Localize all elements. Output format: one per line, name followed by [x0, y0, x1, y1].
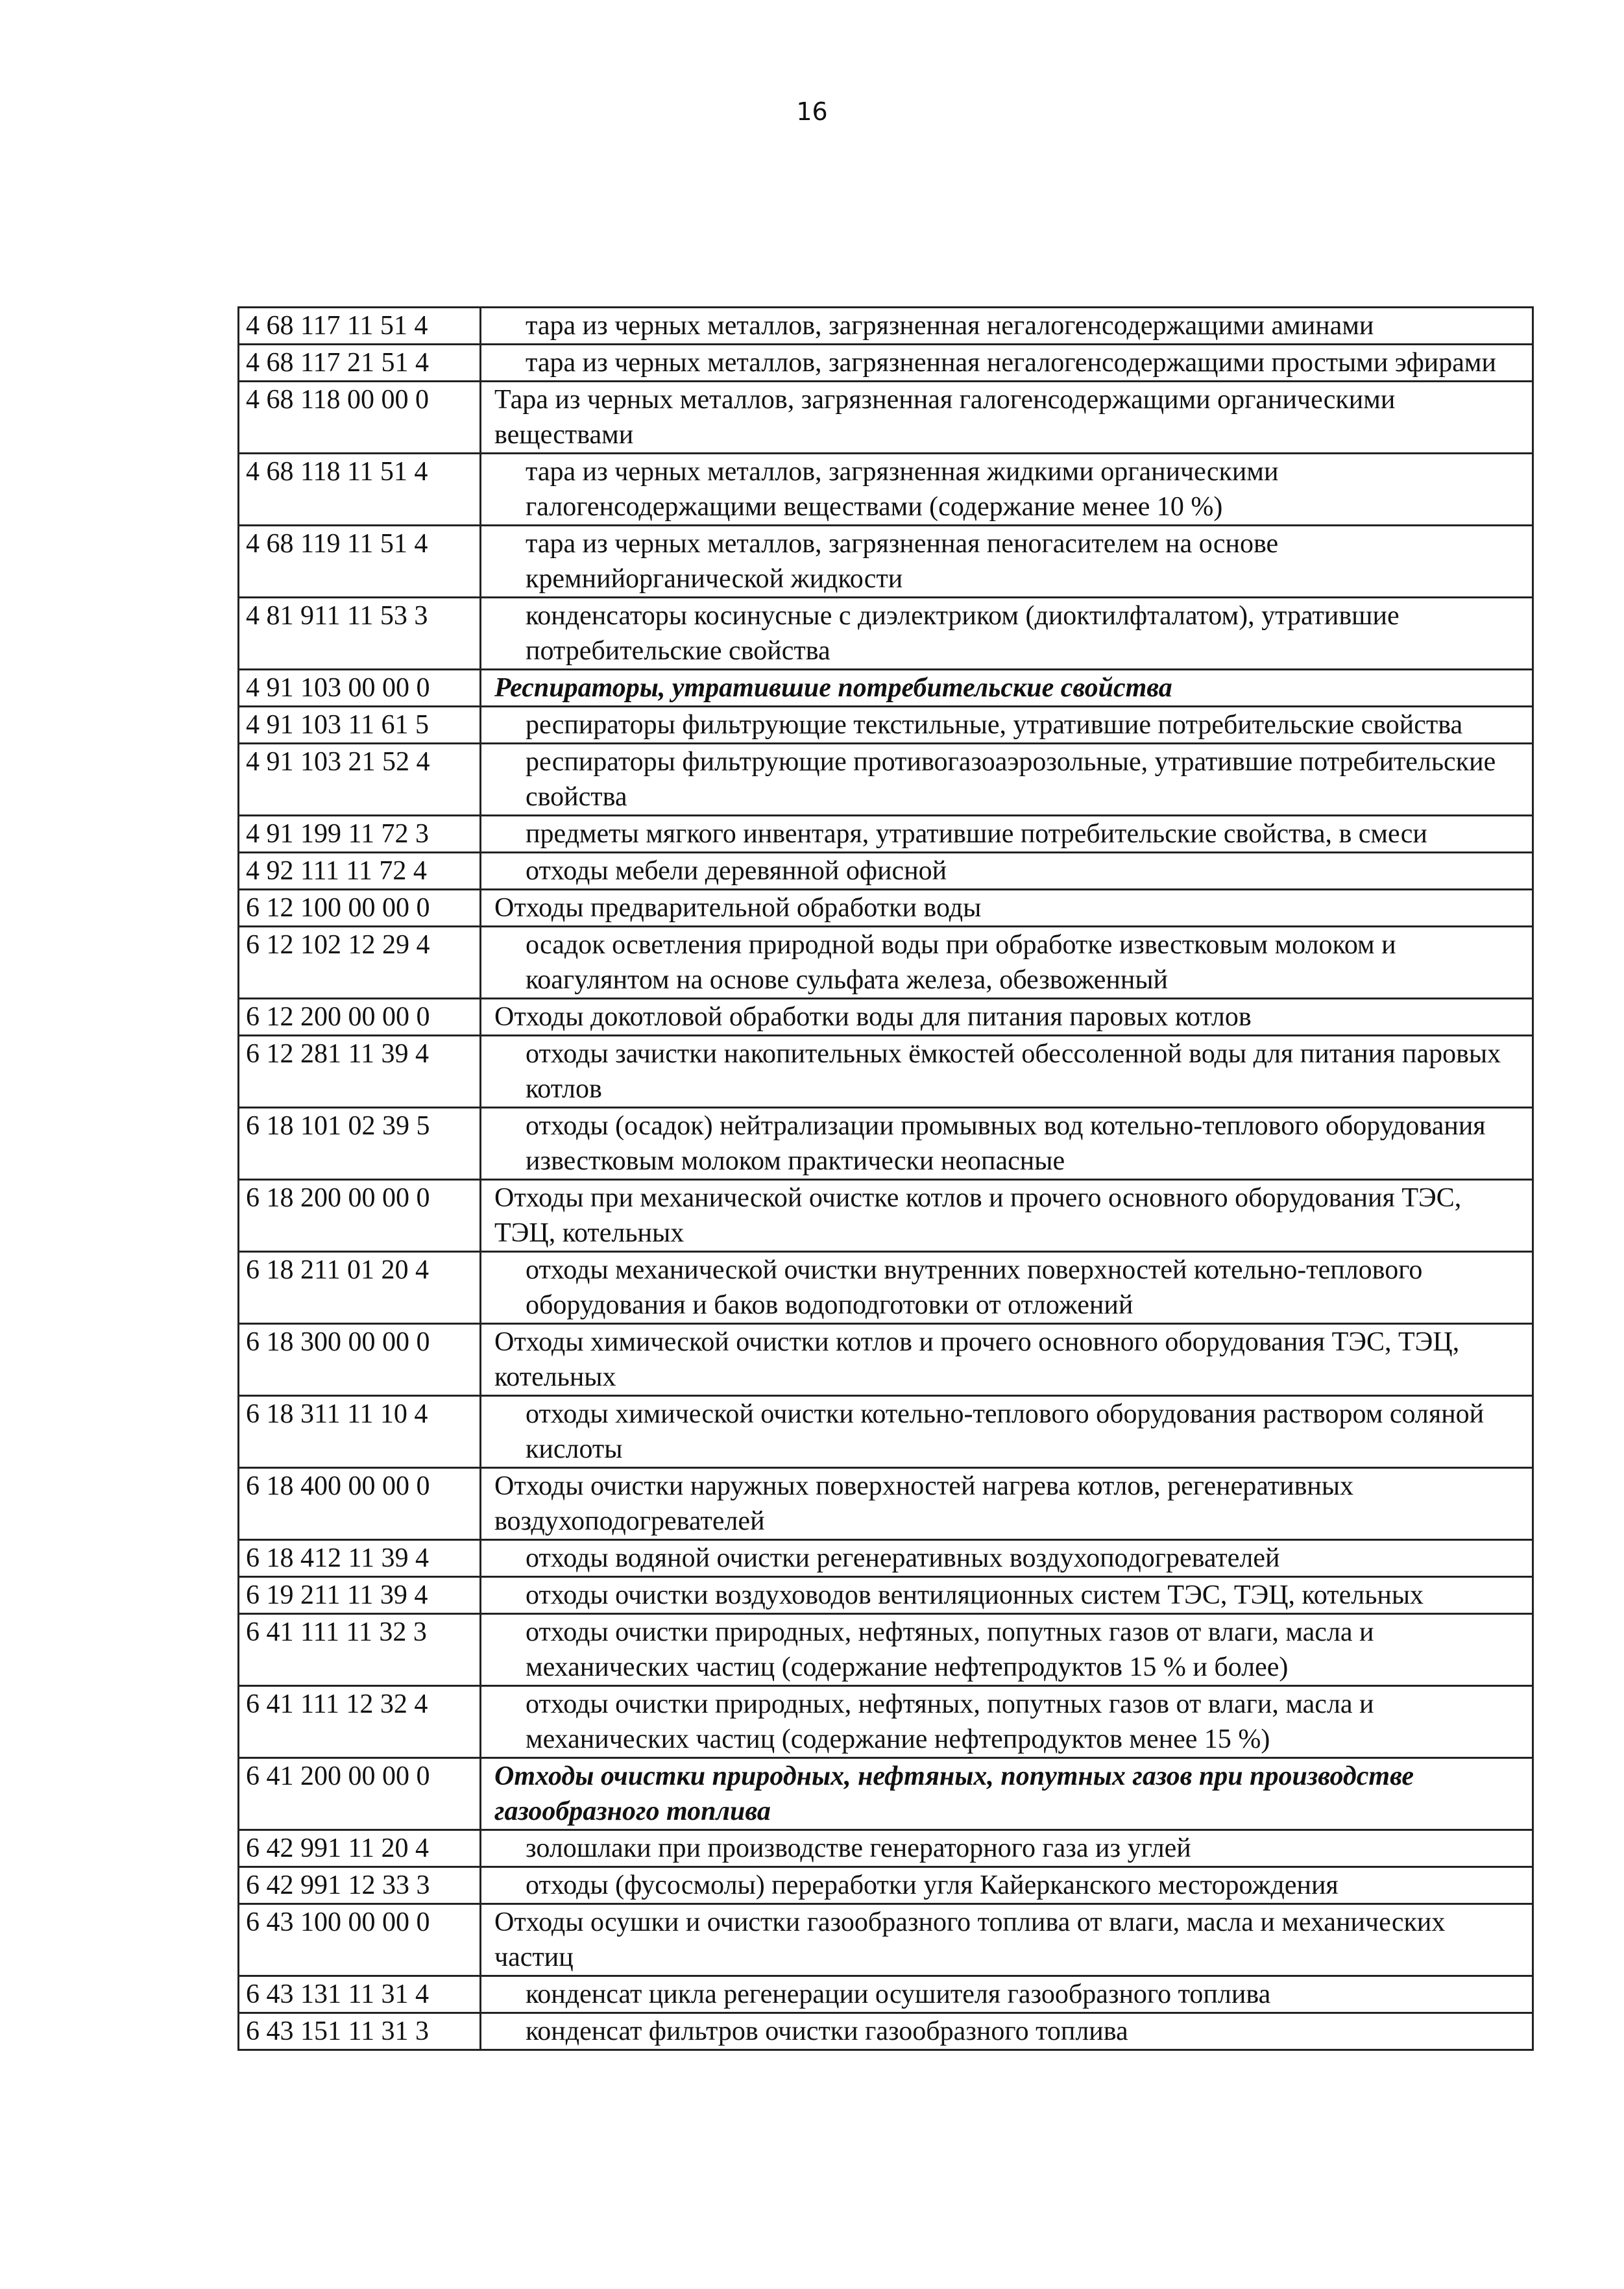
waste-code-cell: 6 19 211 11 39 4 — [239, 1577, 481, 1614]
table-row — [239, 382, 1533, 454]
waste-description-cell: респираторы фильтрующие текстильные, утратившие потребительские свойства — [481, 707, 1533, 744]
table-row — [239, 707, 1533, 744]
waste-description-cell: конденсаторы косинусные с диэлектриком (диоктилфталатом), утратившие потребительские свойства — [481, 598, 1533, 670]
waste-code-cell: 6 18 300 00 00 0 — [239, 1324, 481, 1396]
waste-description-cell: конденсат цикла регенерации осушителя газообразного топлива — [481, 1976, 1533, 2013]
table-body — [239, 308, 1533, 2050]
table-row — [239, 1324, 1533, 1396]
table-row — [239, 1686, 1533, 1758]
waste-description-cell: отходы механической очистки внутренних поверхностей котельно-теплового оборудования и баков водоподготовки от отложений — [481, 1252, 1533, 1324]
waste-description-cell: Тара из черных металлов, загрязненная галогенсодержащими органическими веществами — [481, 382, 1533, 454]
table-row — [239, 1396, 1533, 1468]
table-row — [239, 345, 1533, 382]
table-row — [239, 2013, 1533, 2050]
table-row — [239, 1180, 1533, 1252]
waste-code-cell: 6 42 991 12 33 3 — [239, 1867, 481, 1904]
table-row — [239, 890, 1533, 927]
table-row — [239, 1904, 1533, 1976]
table-row — [239, 1540, 1533, 1577]
waste-code-cell: 6 18 400 00 00 0 — [239, 1468, 481, 1540]
waste-description-cell: тара из черных металлов, загрязненная негалогенсодержащими простыми эфирами — [481, 345, 1533, 382]
table-row — [239, 1468, 1533, 1540]
table-row — [239, 744, 1533, 816]
waste-description-cell: отходы очистки воздуховодов вентиляционных систем ТЭС, ТЭЦ, котельных — [481, 1577, 1533, 1614]
table-row — [239, 308, 1533, 345]
table-row — [239, 1577, 1533, 1614]
waste-description-cell: осадок осветления природной воды при обработке известковым молоком и коагулянтом на основе сульфата железа, обезвоженный — [481, 927, 1533, 999]
waste-description-cell: отходы очистки природных, нефтяных, попутных газов от влаги, масла и механических частиц (содержание нефтепродуктов 15 % и более) — [481, 1614, 1533, 1686]
waste-code-cell: 4 81 911 11 53 3 — [239, 598, 481, 670]
waste-code-cell: 4 68 117 11 51 4 — [239, 308, 481, 345]
waste-description-cell: Отходы химической очистки котлов и прочего основного оборудования ТЭС, ТЭЦ, котельных — [481, 1324, 1533, 1396]
waste-code-cell: 4 91 199 11 72 3 — [239, 816, 481, 853]
waste-code-cell: 6 41 200 00 00 0 — [239, 1758, 481, 1830]
waste-code-table — [237, 306, 1534, 2051]
waste-code-cell: 4 91 103 21 52 4 — [239, 744, 481, 816]
waste-code-cell: 4 68 118 11 51 4 — [239, 454, 481, 526]
waste-description-cell: предметы мягкого инвентаря, утратившие потребительские свойства, в смеси — [481, 816, 1533, 853]
waste-description-cell: отходы очистки природных, нефтяных, попутных газов от влаги, масла и механических частиц (содержание нефтепродуктов менее 15 %) — [481, 1686, 1533, 1758]
waste-description-cell: отходы (осадок) нейтрализации промывных вод котельно-теплового оборудования известковым молоком практически неопасные — [481, 1108, 1533, 1180]
waste-code-cell: 4 68 117 21 51 4 — [239, 345, 481, 382]
table-row — [239, 816, 1533, 853]
waste-code-cell: 4 68 119 11 51 4 — [239, 526, 481, 598]
table-row — [239, 999, 1533, 1036]
waste-code-cell: 6 41 111 11 32 3 — [239, 1614, 481, 1686]
waste-description-cell: Респираторы, утратившие потребительские свойства — [481, 670, 1533, 707]
waste-description-cell: тара из черных металлов, загрязненная негалогенсодержащими аминами — [481, 308, 1533, 345]
table-row — [239, 1108, 1533, 1180]
waste-description-cell: отходы зачистки накопительных ёмкостей обессоленной воды для питания паровых котлов — [481, 1036, 1533, 1108]
waste-code-cell: 4 91 103 11 61 5 — [239, 707, 481, 744]
waste-description-cell: отходы водяной очистки регенеративных воздухоподогревателей — [481, 1540, 1533, 1577]
waste-code-cell: 6 18 412 11 39 4 — [239, 1540, 481, 1577]
waste-code-cell: 6 43 100 00 00 0 — [239, 1904, 481, 1976]
table-row — [239, 454, 1533, 526]
waste-description-cell: Отходы при механической очистке котлов и прочего основного оборудования ТЭС, ТЭЦ, котельных — [481, 1180, 1533, 1252]
waste-description-cell: Отходы докотловой обработки воды для питания паровых котлов — [481, 999, 1533, 1036]
table-row — [239, 1830, 1533, 1867]
table-row — [239, 1252, 1533, 1324]
table-row — [239, 598, 1533, 670]
table-row — [239, 1758, 1533, 1830]
table-row — [239, 1867, 1533, 1904]
waste-code-cell: 4 92 111 11 72 4 — [239, 853, 481, 890]
waste-code-cell: 6 18 311 11 10 4 — [239, 1396, 481, 1468]
waste-description-cell: золошлаки при производстве генераторного газа из углей — [481, 1830, 1533, 1867]
table-row — [239, 853, 1533, 890]
waste-description-cell: отходы мебели деревянной офисной — [481, 853, 1533, 890]
waste-description-cell: тара из черных металлов, загрязненная пеногасителем на основе кремнийорганической жидкости — [481, 526, 1533, 598]
waste-description-cell: Отходы очистки природных, нефтяных, попутных газов при производстве газообразного топлива — [481, 1758, 1533, 1830]
waste-code-cell: 6 43 151 11 31 3 — [239, 2013, 481, 2050]
waste-code-cell: 6 18 211 01 20 4 — [239, 1252, 481, 1324]
waste-code-cell: 6 12 100 00 00 0 — [239, 890, 481, 927]
table-row — [239, 1976, 1533, 2013]
waste-code-cell: 6 43 131 11 31 4 — [239, 1976, 481, 2013]
waste-code-cell: 6 12 281 11 39 4 — [239, 1036, 481, 1108]
table-row — [239, 670, 1533, 707]
waste-code-cell: 4 68 118 00 00 0 — [239, 382, 481, 454]
waste-code-cell: 4 91 103 00 00 0 — [239, 670, 481, 707]
waste-description-cell: отходы химической очистки котельно-теплового оборудования раствором соляной кислоты — [481, 1396, 1533, 1468]
waste-code-cell: 6 42 991 11 20 4 — [239, 1830, 481, 1867]
waste-code-cell: 6 18 200 00 00 0 — [239, 1180, 481, 1252]
waste-description-cell: тара из черных металлов, загрязненная жидкими органическими галогенсодержащими веществами (содержание менее 10 %) — [481, 454, 1533, 526]
waste-code-cell: 6 18 101 02 39 5 — [239, 1108, 481, 1180]
waste-description-cell: конденсат фильтров очистки газообразного топлива — [481, 2013, 1533, 2050]
waste-description-cell: респираторы фильтрующие противогазоаэрозольные, утратившие потребительские свойства — [481, 744, 1533, 816]
table-row — [239, 1036, 1533, 1108]
table-row — [239, 1614, 1533, 1686]
waste-description-cell: Отходы очистки наружных поверхностей нагрева котлов, регенеративных воздухоподогревателей — [481, 1468, 1533, 1540]
table-row — [239, 526, 1533, 598]
waste-description-cell: отходы (фусосмолы) переработки угля Кайерканского месторождения — [481, 1867, 1533, 1904]
waste-description-cell: Отходы осушки и очистки газообразного топлива от влаги, масла и механических частиц — [481, 1904, 1533, 1976]
waste-description-cell: Отходы предварительной обработки воды — [481, 890, 1533, 927]
waste-code-cell: 6 12 200 00 00 0 — [239, 999, 481, 1036]
page-number: 16 — [796, 97, 828, 126]
waste-code-cell: 6 12 102 12 29 4 — [239, 927, 481, 999]
waste-code-cell: 6 41 111 12 32 4 — [239, 1686, 481, 1758]
table-row — [239, 927, 1533, 999]
